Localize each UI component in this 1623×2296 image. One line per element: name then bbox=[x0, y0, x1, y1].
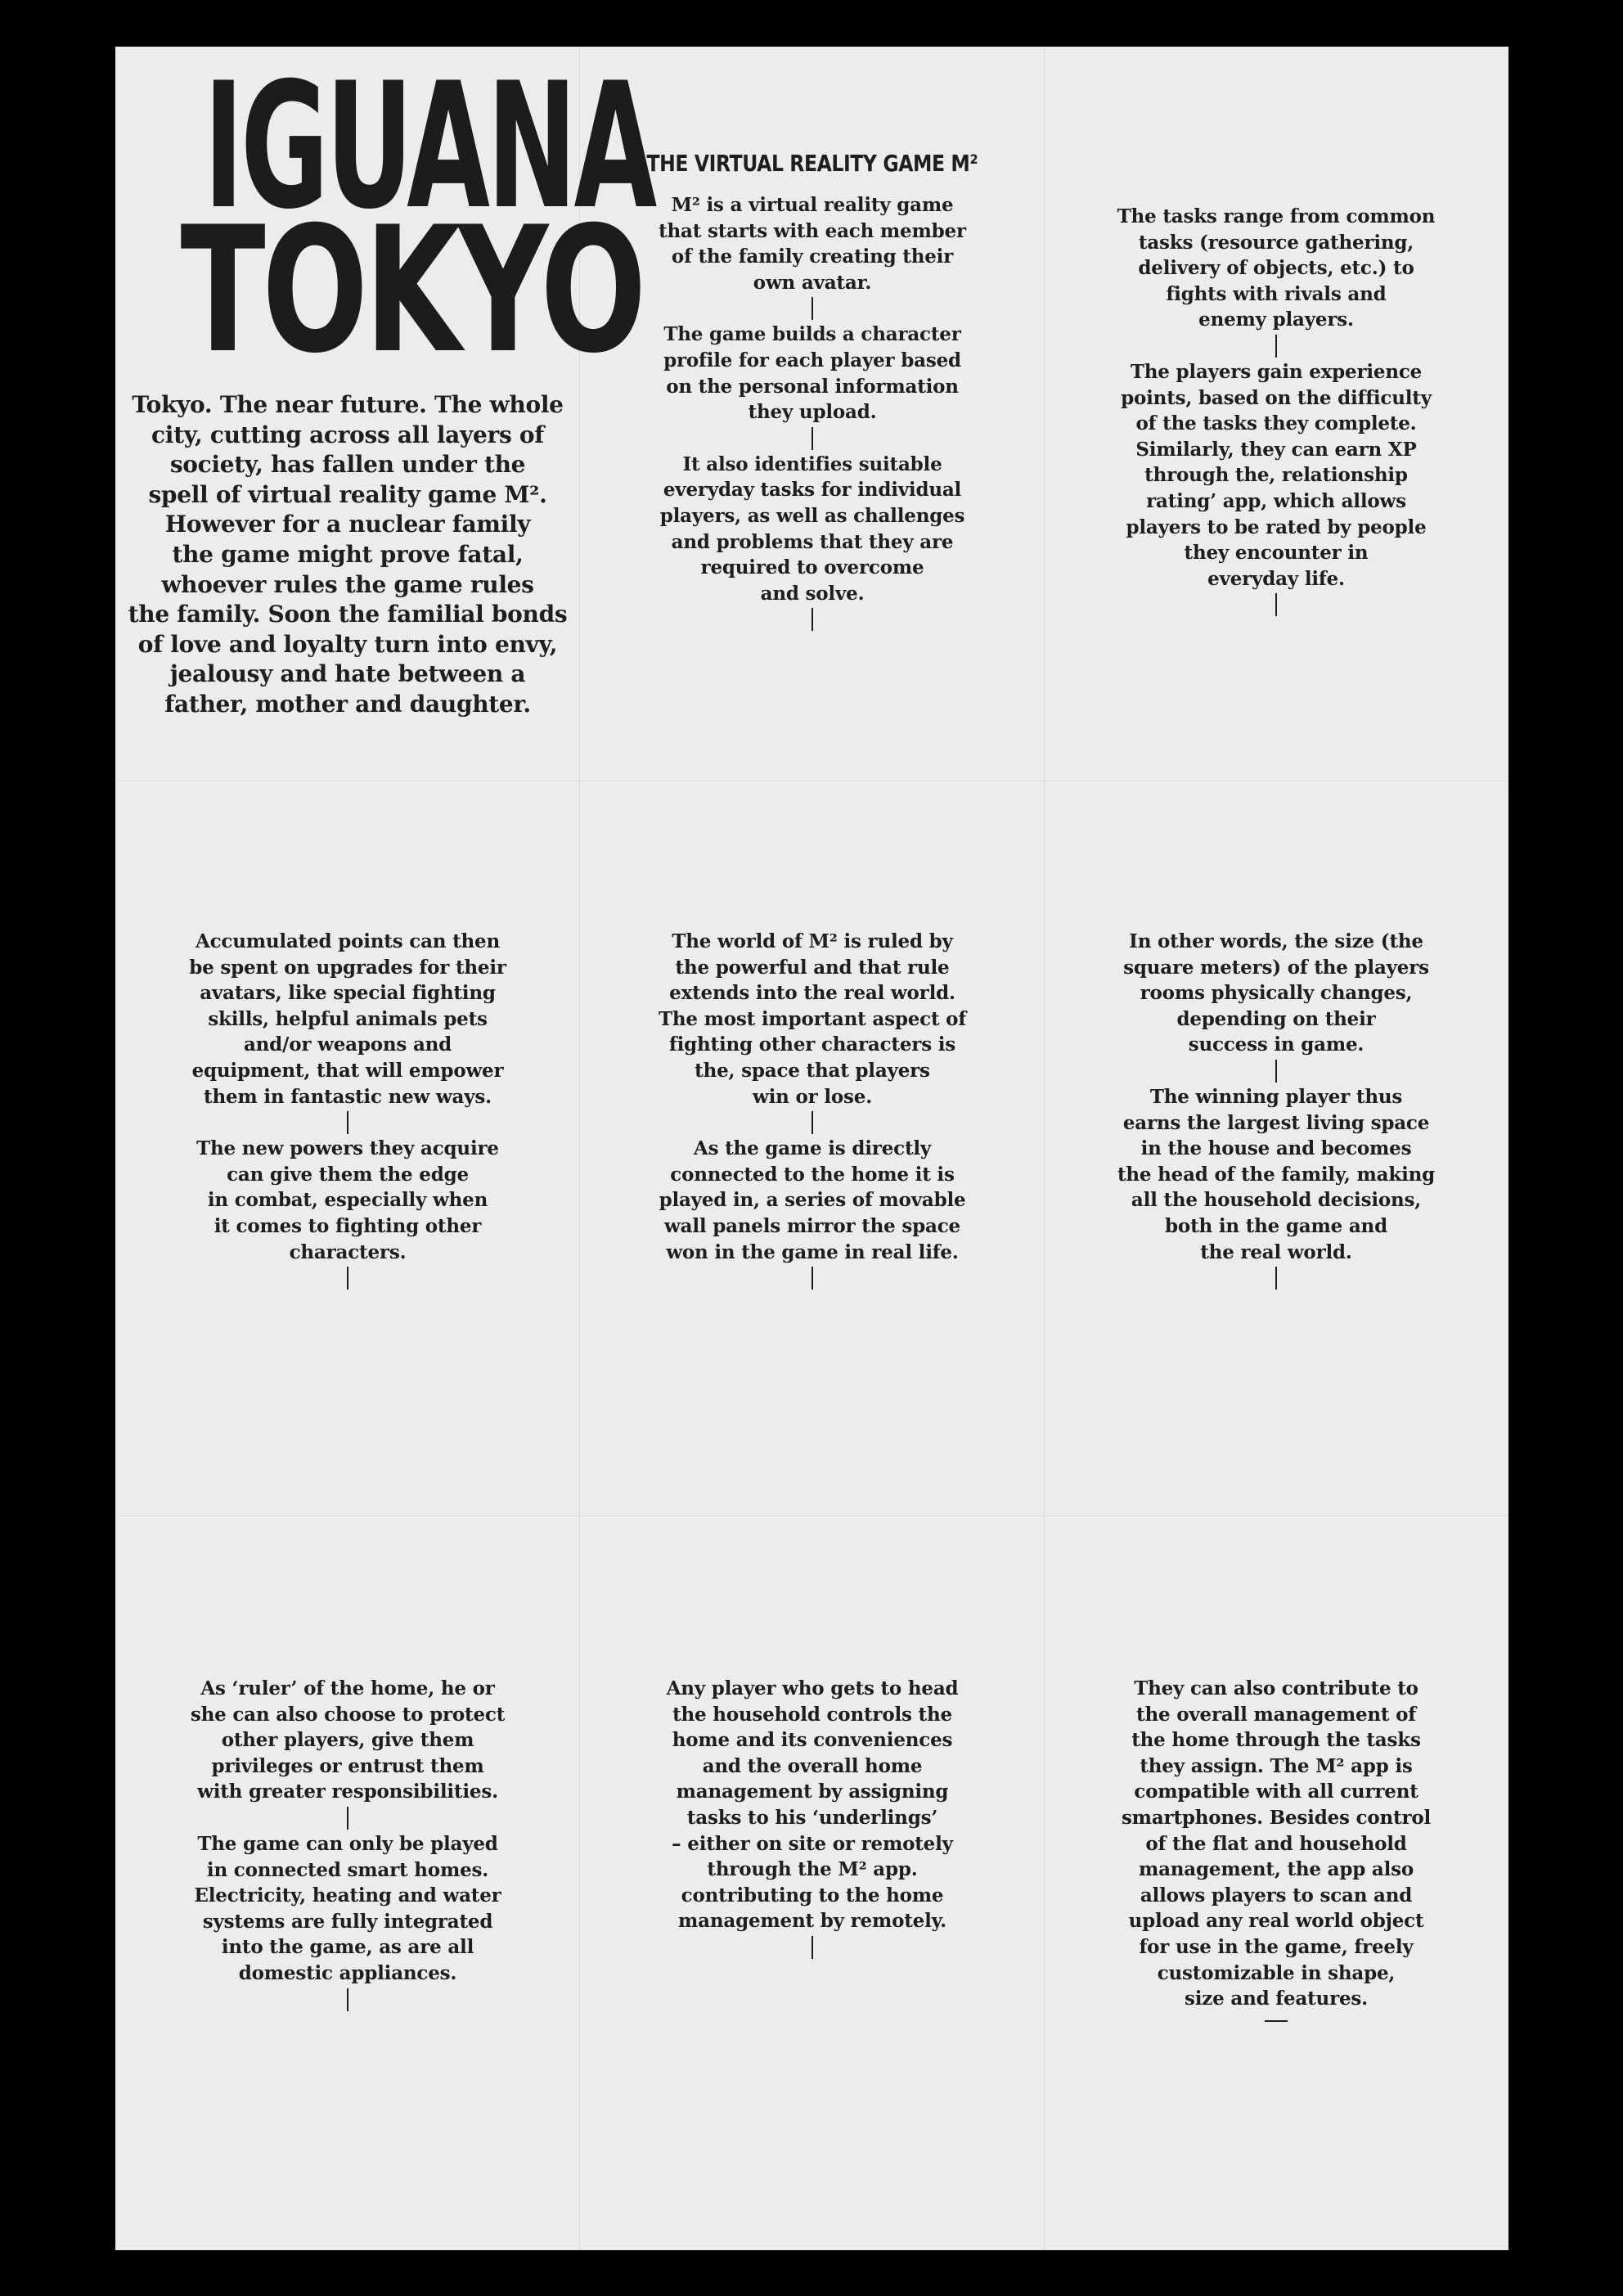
section-r3c3 bbox=[1044, 1676, 1508, 2022]
paragraph: The new powers they acquire can give them the edge in combat, especially when it comes to fighting other characters. bbox=[196, 1137, 499, 1263]
paragraph: It also identifies suitable everyday tasks for individual players, as well as challenges and problems that they are required to overcome and solve. bbox=[659, 452, 965, 605]
paragraph: Any player who gets to head the household controls the home and its conveniences and the overall home management by assigning tasks to his ‘underlings’ – either on site or remotely through the M² app. contributing to the home management by remotely. bbox=[666, 1677, 959, 1933]
divider-bar bbox=[812, 608, 813, 631]
divider-bar bbox=[812, 1936, 813, 1959]
paragraph: As the game is directly connected to the home it is played in, a series of movable wall panels mirror the space won in the game in real life. bbox=[659, 1137, 966, 1263]
divider-bar bbox=[1275, 593, 1277, 616]
paragraph: In other words, the size (the square meters) of the players rooms physically changes, depending on their success in game. bbox=[1123, 930, 1429, 1056]
section-r2c3 bbox=[1044, 929, 1508, 1291]
divider-bar bbox=[812, 1267, 813, 1290]
section-heading: THE VIRTUAL REALITY GAME M² bbox=[646, 150, 978, 177]
paragraph: M² is a virtual reality game that starts with each member of the family creating their own avatar. bbox=[659, 194, 966, 294]
divider-bar bbox=[812, 427, 813, 450]
section-r3c1 bbox=[115, 1676, 580, 2013]
divider-bar bbox=[1275, 335, 1277, 358]
title-line-1: IGUANA bbox=[203, 47, 654, 247]
divider-bar bbox=[347, 1807, 348, 1830]
divider-bar bbox=[1275, 1267, 1277, 1290]
paragraph: The world of M² is ruled by the powerful and that rule extends into the real world. The most important aspect of fighting other characters is the, space that players win or lose. bbox=[658, 930, 967, 1108]
divider-bar bbox=[347, 1111, 348, 1134]
divider-bar bbox=[812, 297, 813, 320]
section-r2c1 bbox=[115, 929, 580, 1291]
paragraph: The winning player thus earns the largest living space in the house and becomes the head of the family, making all the household decisions, both in the game and the real world. bbox=[1117, 1085, 1436, 1263]
paragraph: The players gain experience points, based on the difficulty of the tasks they complete. Similarly, they can earn XP through the, relationship rating’ app, which allows players to be rated by people they encounter in everyday life. bbox=[1121, 360, 1432, 590]
paragraph: The game can only be played in connected smart homes. Electricity, heating and water systems are fully integrated into the game, as are all domestic appliances. bbox=[194, 1832, 501, 1984]
poster bbox=[115, 47, 1508, 2250]
paragraph: The tasks range from common tasks (resource gathering, delivery of objects, etc.) to fights with rivals and enemy players. bbox=[1117, 205, 1436, 331]
divider-bar bbox=[812, 1111, 813, 1134]
fold-line-horizontal-2 bbox=[115, 1515, 1508, 1516]
paragraph: They can also contribute to the overall management of the home through the tasks they assign. The M² app is compatible with all current smartphones. Besides control of the flat and household management, the app also allows players to scan and upload any real world object for use in the game, freely customizable in shape, size and features. bbox=[1121, 1677, 1432, 2010]
divider-bar bbox=[347, 1267, 348, 1290]
section-r1c2 bbox=[580, 150, 1045, 633]
divider-bar bbox=[347, 1988, 348, 2011]
title-line-2: TOKYO bbox=[180, 189, 643, 391]
section-r3c2 bbox=[580, 1676, 1045, 1961]
paragraph: Accumulated points can then be spent on upgrades for their avatars, like special fighting skills, helpful animals pets and/or weapons and equipment, that will empower them in fantastic new ways. bbox=[189, 930, 506, 1108]
end-mark bbox=[1265, 2020, 1288, 2022]
intro-paragraph: Tokyo. The near future. The whole city, cutting across all layers of society, has fallen under the spell of virtual reality game M². However for a nuclear family the game might prove fatal, whoever rules the game rules the family. Soon the familial bonds of love and loyalty turn into envy, jealousy and hate between a father, mother and daughter. bbox=[128, 391, 568, 718]
section-r1c3 bbox=[1044, 204, 1508, 618]
paragraph: The game builds a character profile for each player based on the personal information they upload. bbox=[663, 323, 961, 424]
section-r2c2 bbox=[580, 929, 1045, 1291]
paragraph: As ‘ruler’ of the home, he or she can also choose to protect other players, give them privileges or entrust them with greater responsibilities. bbox=[190, 1677, 506, 1803]
divider-bar bbox=[1275, 1060, 1277, 1083]
title-logo bbox=[115, 47, 654, 391]
